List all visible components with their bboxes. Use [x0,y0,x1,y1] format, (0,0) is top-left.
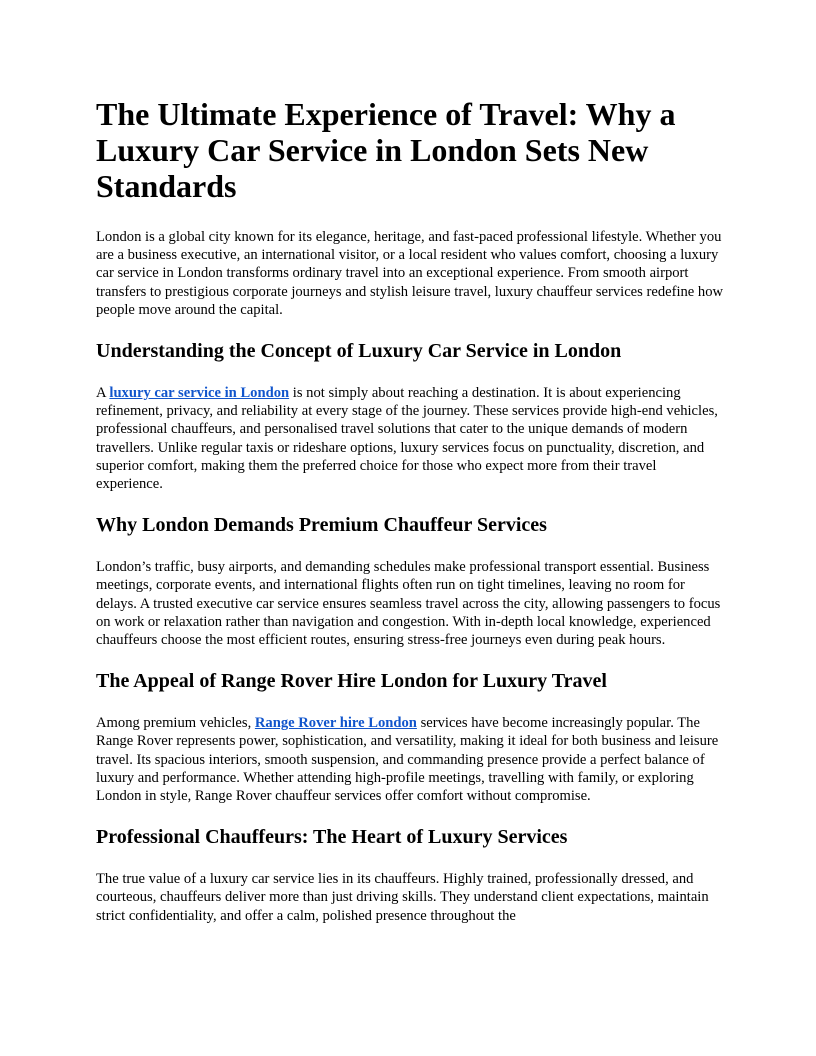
range-rover-hire-link[interactable]: Range Rover hire London [254,715,417,732]
paragraph-text: Among premium vehicles, [96,715,255,732]
section-paragraph-concept [96,384,724,493]
paragraph-text: services have become increasingly popular. The Range Rover represents power, sophistication, and versatility, making it ideal for both business and leisure travel. Its spacious interiors, smooth suspension, and commanding presence provide a perfect balance of luxury and performance. Whether attending high-profile meetings, travelling with family, or exploring London in style, Range Rover chauffeur services offer comfort without compromise. [96,715,719,805]
paragraph-text: is not simply about reaching a destination. It is about experiencing refinement, privacy, and reliability at every stage of the journey. These services provide high-end vehicles, professional chauffeurs, and personalised travel solutions that cater to the unique demands of modern travellers. Unlike regular taxis or rideshare options, luxury services focus on punctuality, discretion, and superior comfort, making them the preferred choice for those who expect more from their travel experience. [96,385,718,493]
section-heading-demand: Why London Demands Premium Chauffeur Services [96,514,547,537]
luxury-car-service-link[interactable]: luxury car service in London [109,385,290,402]
section-heading-chauffeurs: Professional Chauffeurs: The Heart of Luxury Services [96,826,568,849]
article-title: The Ultimate Experience of Travel: Why a Luxury Car Service in London Sets New Standards [96,96,676,204]
paragraph-text: A [96,385,110,402]
document-page [96,96,724,925]
section-paragraph-range-rover [96,714,724,805]
section-heading-range-rover: The Appeal of Range Rover Hire London for Luxury Travel [96,670,607,693]
intro-paragraph: London is a global city known for its elegance, heritage, and fast-paced professional lifestyle. Whether you are a business executive, an international visitor, or a local resident who values comfort, choosing a luxury car service in London transforms ordinary travel into an exceptional experience. From smooth airport transfers to prestigious corporate journeys and stylish leisure travel, luxury chauffeur services redefine how people move around the capital. [96,229,724,318]
section-paragraph-demand: London’s traffic, busy airports, and demanding schedules make professional transport essential. Business meetings, corporate events, and international flights often run on tight timelines, leaving no room for delays. A trusted executive car service ensures seamless travel across the city, allowing passengers to focus on work or relaxation rather than navigation and congestion. With in-depth local knowledge, experienced chauffeurs choose the most efficient routes, ensuring stress-free journeys even during peak hours. [96,559,721,649]
section-heading-concept: Understanding the Concept of Luxury Car Service in London [96,340,622,363]
section-paragraph-chauffeurs: The true value of a luxury car service lies in its chauffeurs. Highly trained, professionally dressed, and courteous, chauffeurs deliver more than just driving skills. They understand client expectations, maintain strict confidentiality, and offer a calm, polished presence throughout the [96,871,709,924]
